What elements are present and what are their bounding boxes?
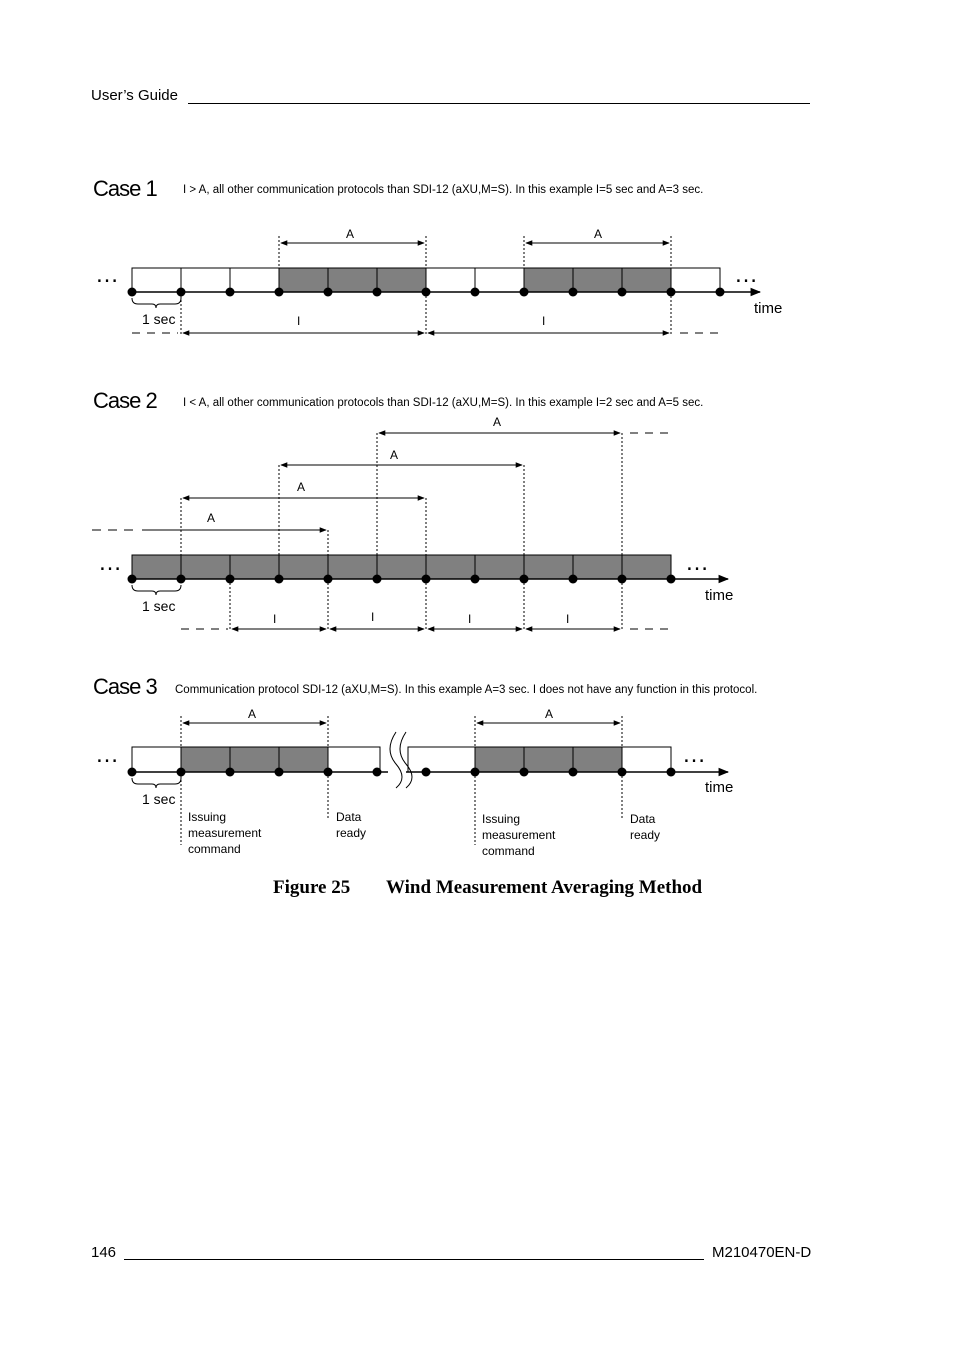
case-3-title: Case 3: [93, 674, 157, 699]
case-3-description: Communication protocol SDI-12 (aXU,M=S). In this example A=3 sec. I does not have any function in this protocol.: [175, 684, 758, 696]
case-2-i-label-4: I: [566, 612, 570, 626]
case-1-ellipsis-left: …: [95, 261, 119, 288]
case-1-averaging-arrows: [279, 236, 671, 268]
case-1-ellipsis-right: …: [734, 261, 758, 288]
page-header-title: User’s Guide: [91, 87, 178, 104]
case-3-ready-label-2-line-2: ready: [630, 828, 661, 842]
case-3-issue-label-1-line-2: measurement: [188, 826, 262, 840]
case-3: [93, 674, 757, 858]
figure-title: Wind Measurement Averaging Method: [386, 877, 703, 898]
case-1-description: I > A, all other communication protocols than SDI-12 (aXU,M=S). In this example I=5 sec and A=3 sec.: [183, 184, 704, 196]
case-3-second-brace: [132, 778, 181, 788]
case-2-band: [132, 555, 671, 579]
case-2-ellipsis-right: …: [685, 549, 709, 576]
case-3-issue-label-1-line-3: command: [188, 842, 241, 856]
case-2-second-brace: [132, 585, 181, 595]
document-id: M210470EN-D: [712, 1244, 812, 1261]
case-2-i-label-1: I: [273, 612, 277, 626]
case-3-time-label: time: [705, 779, 734, 796]
case-1-interval-arrows: [132, 296, 722, 334]
case-2-interval-arrows: [181, 583, 672, 630]
case-1-i-label-2: I: [542, 314, 546, 328]
case-3-ready-label-1-line-1: Data: [336, 810, 362, 824]
case-2-second-label: 1 sec: [142, 598, 176, 614]
case-2-i-label-3: I: [468, 612, 472, 626]
case-1-time-label: time: [754, 300, 783, 317]
footer-rule: [124, 1259, 704, 1260]
case-3-a-label-1: A: [248, 707, 257, 721]
case-2-a-label-1: A: [207, 511, 216, 525]
case-2-title: Case 2: [93, 388, 157, 413]
case-1-i-label-1: I: [297, 314, 301, 328]
case-2-averaging-arrows: [92, 433, 672, 555]
case-3-issue-label-2-line-2: measurement: [482, 828, 556, 842]
case-3-issue-label-2-line-3: command: [482, 844, 535, 858]
case-3-ready-label-1-line-2: ready: [336, 826, 367, 840]
case-3-a-label-2: A: [545, 707, 554, 721]
case-3-issue-label-1-line-1: Issuing: [188, 810, 227, 824]
case-1-second-brace: [132, 298, 181, 308]
case-2-a-label-2: A: [297, 480, 306, 494]
case-2: [92, 388, 733, 630]
case-3-ready-label-2-line-1: Data: [630, 812, 656, 826]
case-2-time-label: time: [705, 587, 734, 604]
case-2-ellipsis-left: …: [98, 549, 122, 576]
case-3-second-label: 1 sec: [142, 791, 176, 807]
case-1-second-label: 1 sec: [142, 311, 176, 327]
case-1: [93, 176, 782, 334]
case-1-a-label-1: A: [346, 227, 355, 241]
case-2-a-label-4: A: [493, 415, 502, 429]
case-3-average-block-1: [181, 747, 328, 772]
case-2-i-label-2: I: [371, 610, 375, 624]
case-2-a-label-3: A: [390, 448, 399, 462]
case-3-ellipsis-right: …: [682, 741, 706, 768]
case-1-title: Case 1: [93, 176, 157, 201]
case-3-ellipsis-left: …: [95, 741, 119, 768]
figure-number: Figure 25: [273, 877, 351, 898]
page-number: 146: [91, 1244, 117, 1261]
case-2-description: I < A, all other communication protocols than SDI-12 (aXU,M=S). In this example I=2 sec and A=5 sec.: [183, 397, 704, 409]
case-3-event-labels: [188, 810, 660, 858]
case-3-issue-label-2-line-1: Issuing: [482, 812, 521, 826]
case-3-average-block-2: [475, 747, 622, 772]
case-1-average-block-2: [524, 268, 671, 292]
case-1-a-label-2: A: [594, 227, 603, 241]
case-1-average-block-1: [279, 268, 426, 292]
